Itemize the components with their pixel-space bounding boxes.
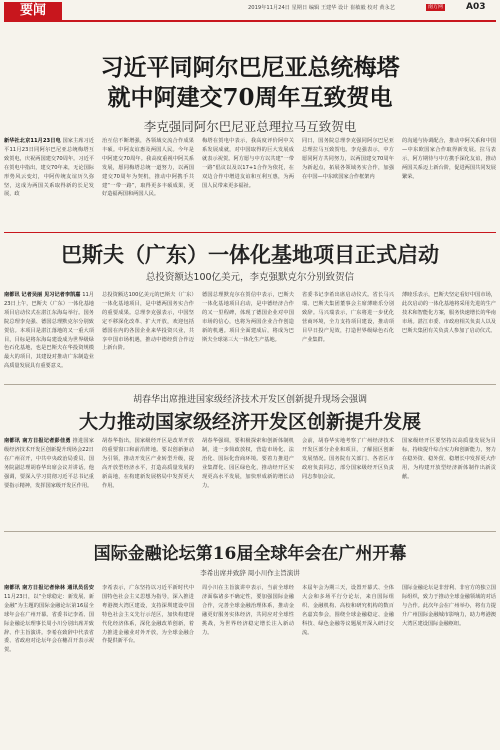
story2-col-3: 德国总理默克尔在贺信中表示，巴斯夫一体化基地项目启动，是中德经济合作的又一里程碑，体现了德国企业对中国市场的信心，也将为两国企业合作创造新的机遇。项目全面建成后，将成为巴斯夫全球第三大一体化生产基地。 xyxy=(202,292,294,343)
story1-col-3: 梅塔在贺电中表示，我高度评价阿中关系发展成就，对中国取得的巨大发展成就表示祝贺。阿方愿与中方以共建“一带一路”倡议以及以17+1合作为依托，在双边合作中增进友谊和互利互惠，为两国人民带来更多福祉。 xyxy=(202,138,294,189)
story4-text-1: 11月23日，以“全球稳定：新发展、新金融”为主题的国际金融论坛第16届全球年会在广州开幕。省委书记李希、国际金融论坛理事长周小川分别出席并致辞、作主旨演讲。李希在致辞中代表省委、省政府对论坛年会在穗召开表示祝贺。 xyxy=(4,593,94,654)
story3-col-1 xyxy=(4,437,94,527)
brand-badge: 南方网 xyxy=(428,4,444,10)
story1-body xyxy=(4,137,496,233)
story3-lead: 南都讯 南方日报记者彭佳勇 xyxy=(4,438,71,444)
story4-byline: 李希出席并致辞 周小川作主旨演讲 xyxy=(200,569,300,577)
section-label: 要闻 xyxy=(4,2,62,20)
story2-text-1: 11月23日上午，巴斯夫（广东）一体化基地项目启动仪式在湛江东海岛举行。国务院总理李克强、德国总理默克尔分别致贺信。本项目是湛江落地的又一重大项目，目标是将东海岛建设成为世界级绿色石化基地，也是巴斯夫在华投资规模最大的项目，其建设对推动广东制造业高质量发展具有重要意义。 xyxy=(4,292,94,370)
story1-col-4: 同日，国务院总理李克强同阿尔巴尼亚总理拉马互致贺电。李克强表示，中方愿同阿方共同努力，以两国建交70周年为新起点，拓展各领域务实合作，加强在中国—中东欧国家合作框架内 xyxy=(302,138,394,180)
divider-1 xyxy=(4,232,496,233)
story4-headline: 国际金融论坛第16届全球年会在广州开幕 xyxy=(93,544,407,564)
story3-col-2: 胡春华指出，国家级经开区是改革开放的重要窗口和前沿阵地。要以创新驱动为引领，推动开发区产业转型升级，提高开放型经济水平，打造高质量发展的新高地，在构建新发展格局中发挥更大作用。 xyxy=(102,438,194,489)
story4-lead: 南都讯 南方日报记者徐林 通讯员岳安 xyxy=(4,585,94,591)
divider-2 xyxy=(4,384,496,385)
story2-subhead: 总投资额达100亿美元，李克强默克尔分别致贺信 xyxy=(145,272,355,283)
story1-col-2: 治互信不断增强，各领域交流合作成果丰硕。中阿友谊惠及两国人民。今年是中阿建交70周年。我高度重视中阿关系发展，愿同梅塔总统一道努力，以两国建交70周年为契机，推动中阿携手共建“一带一路”，取得更多丰硕成果，更好造福两国和两国人民。 xyxy=(102,138,194,198)
story4-col-4: 本届年会为期三天，设置开幕式、全体大会和多场平行分论坛，来自国际组织、金融机构、高校和研究机构的数百名嘉宾参会，围绕全球金融稳定、金融科技、绿色金融等议题展开深入研讨交流。 xyxy=(302,585,394,636)
story3-headline: 大力推动国家级经济开发区创新提升发展 xyxy=(78,411,421,433)
story3-kicker: 胡春华出席推进国家级经济技术开发区创新提升现场会强调 xyxy=(132,395,367,405)
story2-col-2: 总投资额达100亿美元的巴斯夫（广东）一体化基地项目，是中德两国务实合作的重要成果。总理李克强表示，中国坚定不移深化改革、扩大开放，欢迎包括德国在内的各国企业来华投资兴业，共享中国市场机遇，推动中德经贸合作迈上新台阶。 xyxy=(102,292,194,352)
story3-col-3: 胡春华强调，要积极探索和创新体制机制，进一步简政放权，营造市场化、法治化、国际化营商环境。要着力推进产业集群化、园区绿色化，推动经开区实现更高水平发展，加快形成新的增长动力。 xyxy=(202,438,294,489)
story4-col-1 xyxy=(4,584,94,746)
story2-col-4: 省委书记李希出席启动仪式。省长马兴瑞、巴斯夫集团董事会主席薄睦乐分别致辞。马兴瑞表示，广东将进一步优化营商环境，全力支持项目建设，推动项目早日投产见效，打造世界级绿色石化产业集群。 xyxy=(302,292,394,343)
story1-text-1: 国家主席习近平11月23日同阿尔巴尼亚总统梅塔互致贺电，庆祝两国建交70周年。习近平在贺电中指出，建交70年来，无论国际形势风云变幻，中阿传统友谊历久弥坚，这成为两国关系取得新的长足发展，政 xyxy=(4,138,94,198)
story4-col-5: 国际金融论坛是非营利、非官方的独立国际组织，致力于推动全球金融领域的对话与合作。此次年会在广州举办，将有力提升广州国际金融城市影响力，助力粤港澳大湾区建设国际金融枢纽。 xyxy=(402,585,496,627)
story1-col-5: 的沟通与协调配合，推动中阿关系和中国—中东欧国家合作取得新发展。拉马表示，阿方期待与中方携手深化友谊，推动两国关系迈上新台阶，促进两国共同发展繁荣。 xyxy=(402,138,496,180)
header-rule xyxy=(4,20,496,22)
story2-col-1 xyxy=(4,291,94,381)
story4-col-2: 李希表示，广东坚持以习近平新时代中国特色社会主义思想为指导，深入推进粤港澳大湾区建设，支持深圳建设中国特色社会主义先行示范区，加快构建现代化经济体系，深化金融改革创新，着力推进金融业对外开放，为全球金融合作提供新平台。 xyxy=(102,585,194,645)
page-header xyxy=(0,0,500,22)
story3-col-5: 国家级经开区要坚持以高质量发展为目标，持续提升综合实力和创新能力，努力在稳外资、稳外贸、稳增长中发挥更大作用，为构建开放型经济新体制作出新贡献。 xyxy=(402,438,496,480)
story3-body xyxy=(4,437,496,527)
story2-body xyxy=(4,291,496,381)
story1-lead: 新华社北京11月23日电 xyxy=(4,138,61,144)
story2-headline: 巴斯夫（广东）一体化基地项目正式启动 xyxy=(61,242,439,267)
story1-headline-line2: 就中阿建交70周年互致贺电 xyxy=(107,84,393,111)
story3-text-1: 推进国家级经济技术开发区创新提升现场会22日在广州召开，中共中央政治局委员、国务院副总理胡春华出席会议并讲话。他强调，要深入学习贯彻习近平总书记重要指示精神，发挥国家级开发区作用。 xyxy=(4,438,94,489)
story2-lead: 南都讯 记者吴丽 见习记者李凯嘉 xyxy=(4,292,81,298)
story3-col-4: 会前，胡春华实地考察了广州经济技术开发区部分企业和项目，了解园区创新发展情况。国务院有关部门、各省区市政府负责同志，部分国家级经开区负责同志参加会议。 xyxy=(302,438,394,480)
page-number: A03 xyxy=(466,2,486,12)
story4-col-3: 周小川在主旨演讲中表示，当前全球经济面临诸多不确定性，要加强国际金融合作，完善全球金融治理体系，推动金融更好服务实体经济，共同应对全球性挑战，为世界经济稳定增长注入新动力。 xyxy=(202,585,294,636)
story2-col-5: 薄睦乐表示，巴斯夫坚定看好中国市场，此次启动的一体化基地将采用先进的生产技术和智能化方案，服务快速增长的华南市场。湛江市委、市政府相关负责人以及巴斯夫集团有关负责人参加了启动仪式。 xyxy=(402,292,496,334)
story1-col-1 xyxy=(4,137,94,233)
story1-headline-line1: 习近平同阿尔巴尼亚总统梅塔 xyxy=(100,54,400,81)
dateline: 2019年11月24日 星期日 编辑 王建华 设计 崔敏毅 校对 黄永艺 xyxy=(248,5,395,11)
divider-3 xyxy=(4,531,496,532)
story4-body xyxy=(4,584,496,746)
story1-subhead: 李克强同阿尔巴尼亚总理拉马互致贺电 xyxy=(143,119,357,134)
